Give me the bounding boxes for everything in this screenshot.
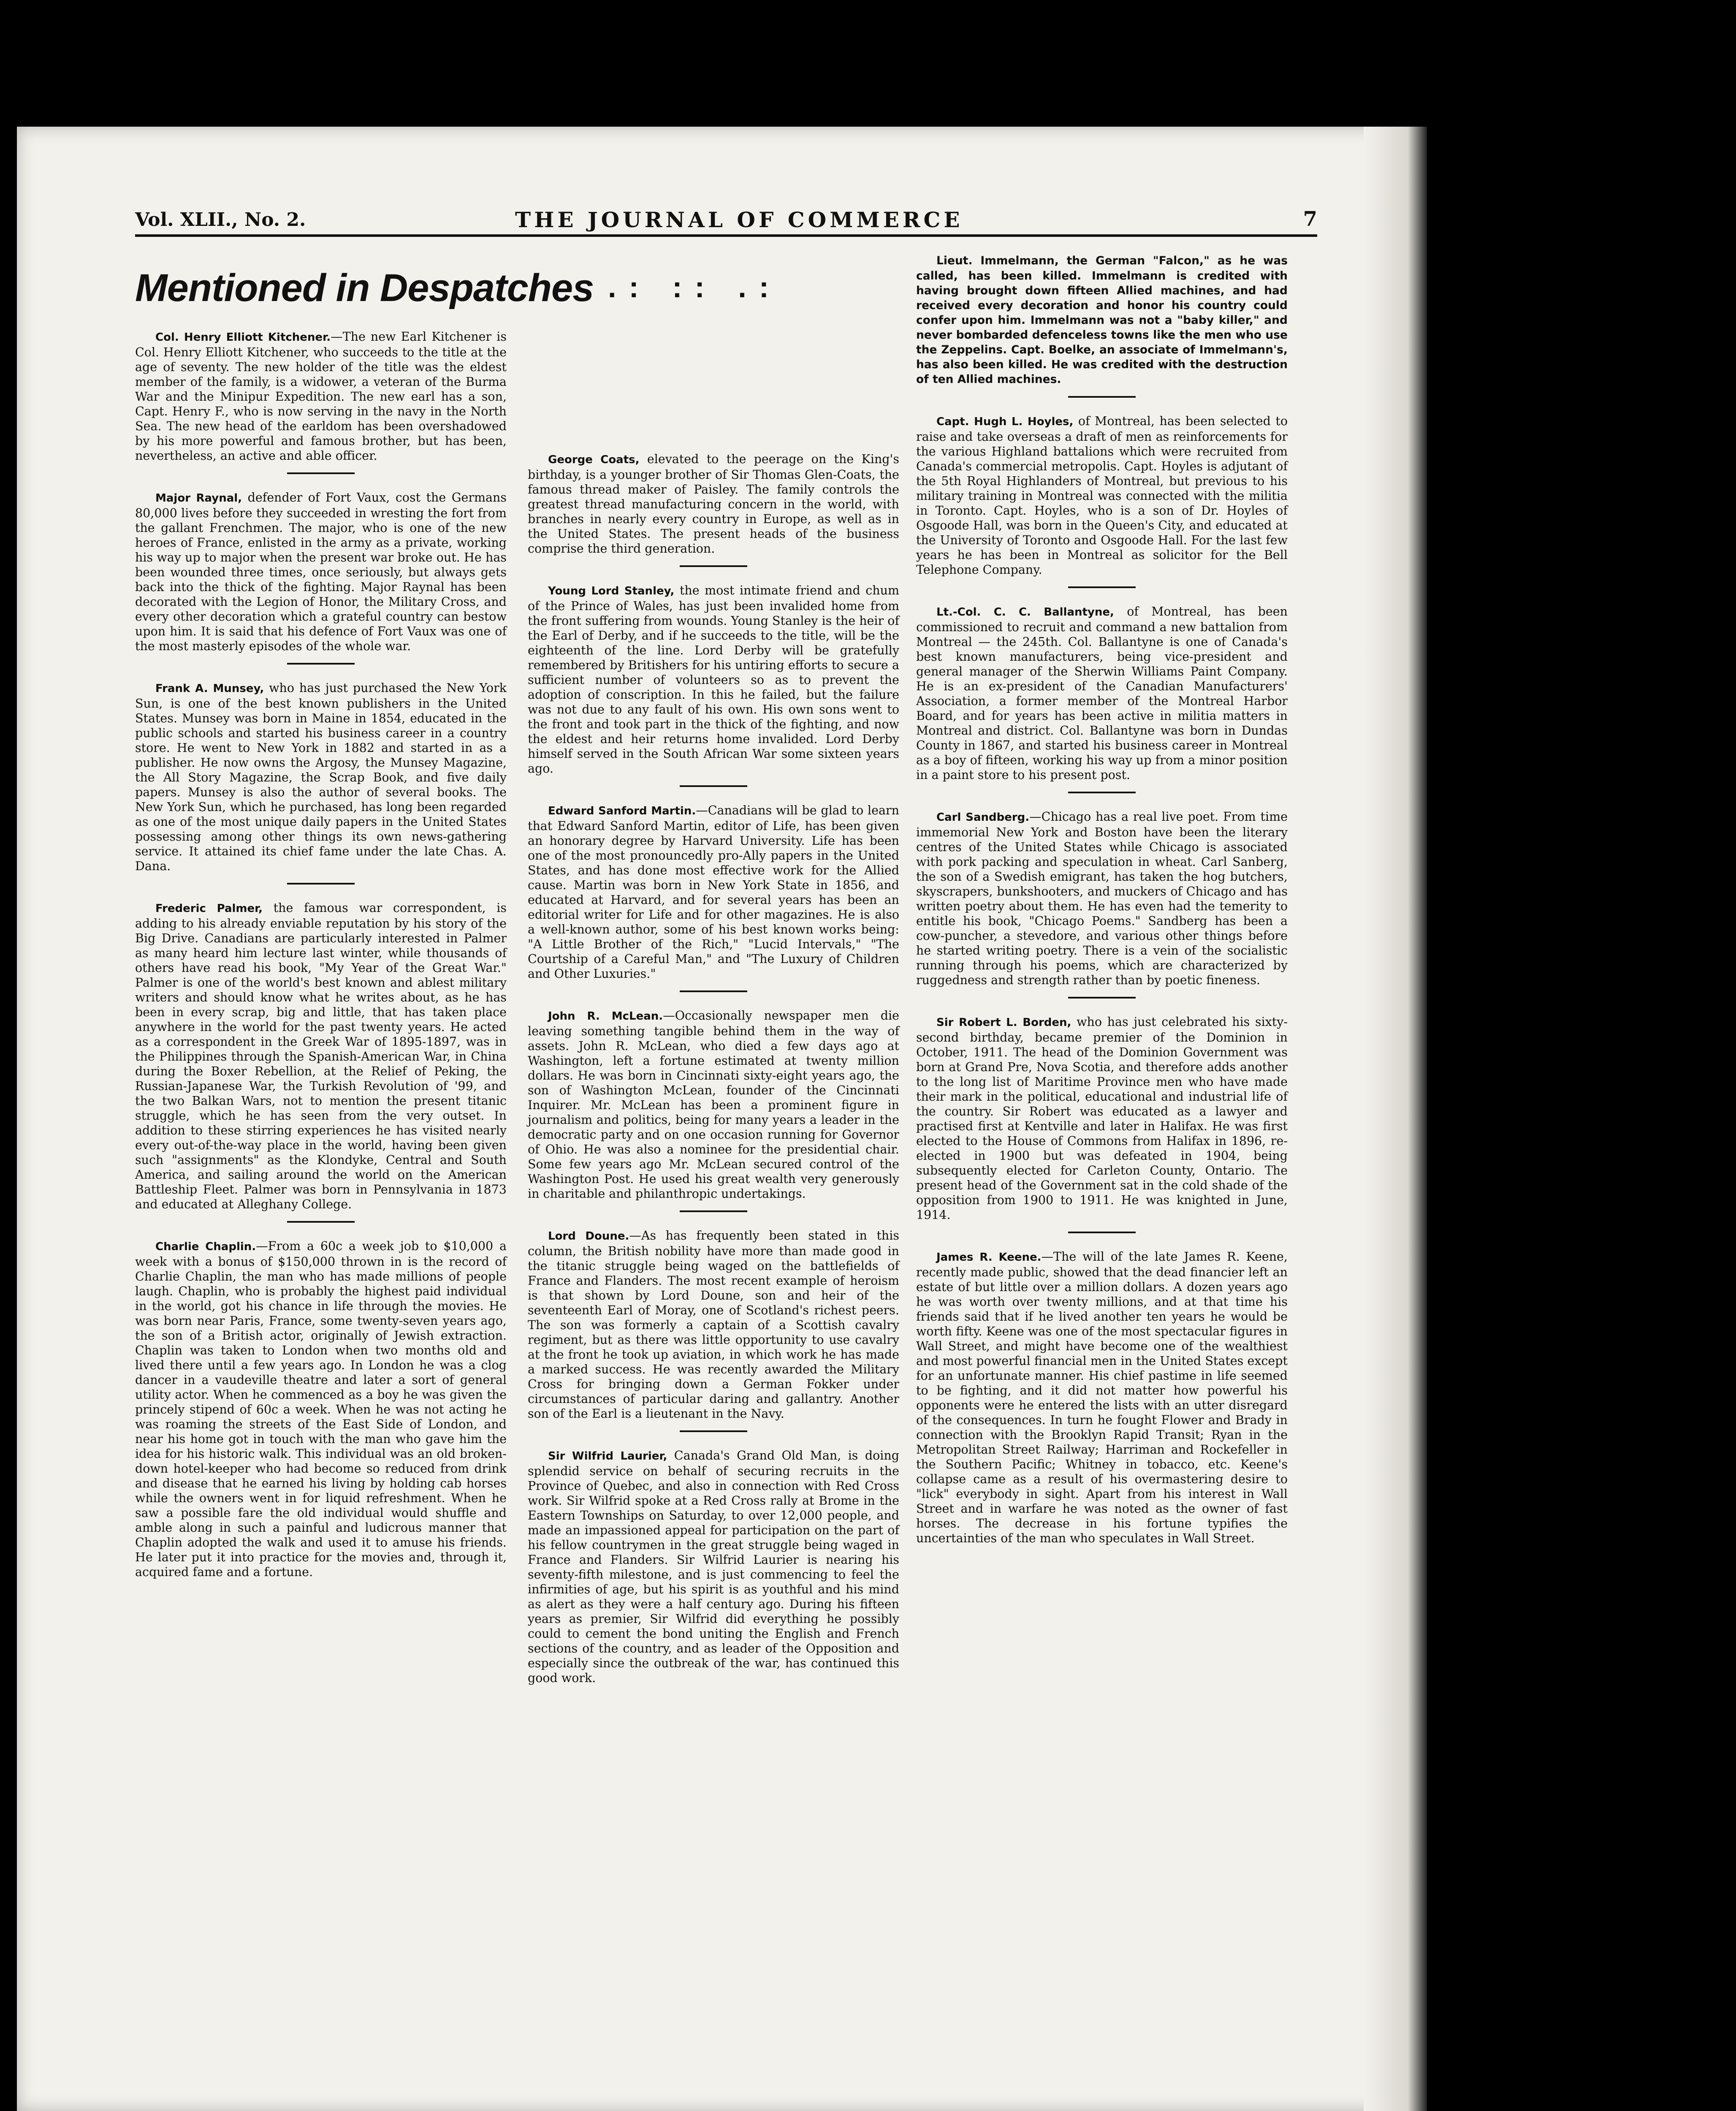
- article-text: —Chicago has a real live poet. From time immemorial New York and Boston have been the literary centres of the United States while Chicago is associated with pork packing and speculation in wheat. Carl Sanberg, the son of a Swedish emigrant, has taken the hog butchers, skyscrapers, bunkshooters, and muckers of Chicago and has written poetry about them. He has even had the temerity to entitle his book, "Chicago Poems." Sandberg has been a cow-puncher, a stevedore, and various other things before he started writing poetry. There is a vein of the socialistic running through his poems, which are characterized by ruggedness and strength rather than by poetic fineness.: [916, 810, 1288, 987]
- article-stanley: [528, 583, 899, 776]
- article-chaplin: [135, 1239, 507, 1579]
- article-name: Major Raynal,: [155, 492, 242, 505]
- article-text: —Canadians will be glad to learn that Edward Sanford Martin, editor of Life, has been given an honorary degree by Harvard University. Life has been one of the most pronouncedly pro-Ally papers in the United States, and has done most effective work for the Allied cause. Martin was born in New York State in 1856, and educated at Harvard, and for several years has been an editorial writer for Life and for other magazines. He is also a well-known author, some of his best known works being: "A Little Brother of the Rich," "Lucid Intervals," "The Courtship of a Careful Man," and "The Luxury of Children and Other Luxuries.": [528, 803, 899, 981]
- newspaper-page: [17, 127, 1406, 2111]
- article-munsey: [135, 681, 507, 874]
- article-name: Frank A. Munsey,: [155, 682, 264, 695]
- article-text: elevated to the peerage on the King's birthday, is a younger brother of Sir Thomas Glen-Coats, the famous thread maker of Paisley. The family controls the greatest thread manufacturing concern in the world, with branches in nearly every country in Europe, as well as in the United States. The present heads of the business comprise the third generation.: [528, 452, 900, 556]
- article-name: Frederic Palmer,: [155, 902, 263, 915]
- article-name: Young Lord Stanley,: [548, 585, 675, 597]
- column-2: [528, 452, 899, 1685]
- divider: [680, 565, 747, 567]
- article-text: —Occasionally newspaper men die leaving something tangible behind them in the way of assets. John R. McLean, who died a few days ago at Washington, left a fortune estimated at twenty million dollars. He was born in Cincinnati sixty-eight years ago, the son of Washington McLean, founder of the Cincinnati Inquirer. Mr. McLean has been a prominent figure in journalism and politics, being for many years a leader in the democratic party and on one occasion running for Governor of Ohio. He was also a nominee for the presidential chair. Some few years ago Mr. McLean secured control of the Washington Post. He used his great wealth very generously in charitable and philanthropic undertakings.: [528, 1009, 899, 1201]
- headline-ornament: .: :: .:: [608, 271, 782, 304]
- article-name: Capt. Hugh L. Hoyles,: [936, 415, 1074, 428]
- article-text: —As has frequently been stated in this column, the British nobility have more than made good in the titanic struggle being waged on the battlefields of France and Flanders. The most recent example of heroism is that shown by Lord Doune, son and heir of the seventeenth Earl of Moray, one of Scotland's richest peers. The son was formerly a captain of a Scottish cavalry regiment, but as there was little opportunity to use cavalry at the front he took up aviation, in which work he has made a marked success. He was recently awarded the Military Cross for bringing down a German Fokker under circumstances of particular daring and gallantry. Another son of the Earl is a lieutenant in the Navy.: [528, 1229, 899, 1421]
- journal-title: THE JOURNAL OF COMMERCE: [515, 207, 963, 232]
- article-text: Lieut. Immelmann, the German "Falcon," as he was called, has been killed. Immelmann is credited with having brought down fifteen Allied machines, and had received every decoration and honor his country could confer upon him. Immelmann was not a "baby killer," and never bombarded defenceless towns like the men who use the Zeppelins. Capt. Boelke, an associate of Immelmann's, has also been killed. He was credited with the destruction of ten Allied machines.: [916, 254, 1288, 386]
- article-ballantyne: [916, 604, 1288, 782]
- article-text: —The new Earl Kitchener is Col. Henry Elliott Kitchener, who succeeds to the title at the age of seventy. The new holder of the title was the eldest member of the family, is a widower, a veteran of the Burma War and the Minipur Expedition. The new earl has a son, Capt. Henry F., who is now serving in the navy in the North Sea. The new head of the earldom has been overshadowed by his more powerful and famous brother, but has been, nevertheless, an active and able officer.: [135, 330, 507, 463]
- article-keene: [916, 1249, 1288, 1546]
- article-text: who has just celebrated his sixty-second birthday, became premier of the Dominion in October, 1911. The head of the Dominion Government was born at Grand Pre, Nova Scotia, and therefore adds another to the long list of Maritime Province men who have made their mark in the political, educational and industrial life of the country. Sir Robert was educated as a lawyer and practised first at Kentville and later in Halifax. He was first elected to the House of Commons from Halifax in 1896, re-elected in 1900 but was defeated in 1904, being subsequently elected for Carleton County, Ontario. The present head of the Government sat in the cold shade of the opposition from 1900 to 1911. He was knighted in June, 1914.: [916, 1015, 1288, 1222]
- article-text: the most intimate friend and chum of the Prince of Wales, has just been invalided home from the front suffering from wounds. Young Stanley is the heir of the Earl of Derby, and if he succeeds to the title, will be the eighteenth of the line. Lord Derby will be gratefully remembered by Britishers for his untiring efforts to secure a sufficient number of volunteers so as to prevent the adoption of conscription. In this he failed, but the failure was not due to any fault of his own. His own sons went to the front and took part in the thick of the fighting, and now the eldest and heir returns home invalided. Lord Derby himself served in the South African War some sixteen years ago.: [528, 583, 899, 776]
- column-3: [916, 253, 1288, 1546]
- article-text: Canada's Grand Old Man, is doing splendid service on behalf of securing recruits in the Province of Quebec, and also in connection with Red Cross work. Sir Wilfrid spoke at a Red Cross rally at Brome in the Eastern Townships on Saturday, to over 12,000 people, and made an impassioned appeal for participation on the part of his fellow countrymen in the great struggle being waged in France and Flanders. Sir Wilfrid Laurier is nearing his seventy-fifth milestone, and is just commencing to feel the infirmities of age, but his spirit is as youthful and his mind as alert as they were a half century ago. During his fifteen years as premier, Sir Wilfrid did everything he possibly could to cement the bond uniting the English and French sections of the country, and as leader of the Opposition and especially since the outbreak of the war, has continued this good work.: [528, 1449, 899, 1685]
- article-text: who has just purchased the New York Sun, is one of the best known publishers in the United States. Munsey was born in Maine in 1854, educated in the public schools and started his business career in a country store. He went to New York in 1882 and started in as a publisher. He now owns the Argosy, the Munsey Magazine, the All Story Magazine, the Scrap Book, and five daily papers. Munsey is also the author of several books. The New York Sun, which he purchased, has long been regarded as one of the most unique daily papers in the United States possessing among other things its own news-gathering service. It attained its chief fame under the late Chas. A. Dana.: [135, 681, 507, 873]
- article-mclean: [528, 1008, 899, 1201]
- article-immelmann: [916, 253, 1288, 387]
- article-coats: [528, 452, 899, 556]
- divider: [1068, 396, 1136, 398]
- article-raynal: [135, 490, 507, 654]
- divider: [1068, 1232, 1136, 1233]
- divider: [287, 1221, 355, 1223]
- divider: [680, 785, 747, 787]
- divider: [1068, 586, 1136, 588]
- article-name: Carl Sandberg.: [936, 811, 1030, 824]
- article-martin: [528, 803, 899, 981]
- article-name: Col. Henry Elliott Kitchener.: [155, 331, 331, 344]
- article-text: the famous war correspondent, is adding to his already enviable reputation by his story of the Big Drive. Canadians are particularly interested in Palmer as many heard him lecture last winter, while thousands of others have read his book, "My Year of the Great War." Palmer is one of the world's best known and ablest military writers and should know what he writes about, as he has been in every scrap, big and little, that has taken place anywhere in the world for the past twenty years. He acted as a correspondent in the Greek War of 1895-1897, was in the Philippines through the Spanish-American War, in China during the Boxer Rebellion, at the Relief of Peking, the Russian-Japanese War, the Turkish Revolution of '99, and the two Balkan Wars, not to mention the present titanic struggle, which he has seen from the very outset. In addition to these stirring experiences he has visited nearly every out-of-the-way place in the world, having been given such "assignments" as the Klondyke, Central and South America, and sailing around the world on the American Battleship Fleet. Palmer was born in Pennsylvania in 1873 and educated at Alleghany College.: [135, 901, 507, 1211]
- article-name: Lt.-Col. C. C. Ballantyne,: [936, 606, 1114, 619]
- volume-number: Vol. XLII., No. 2.: [135, 209, 306, 231]
- article-palmer: [135, 901, 507, 1212]
- article-text: of Montreal, has been selected to raise and take overseas a draft of men as reinforcements for the various Highland battalions which were recruited from Canada's commercial metropolis. Capt. Hoyles is adjutant of the 5th Royal Highlanders of Montreal, but previous to his military training in Montreal was connected with the militia in Toronto. Capt. Hoyles, who is a son of Dr. Hoyles of Osgoode Hall, was born in the Queen's City, and educated at the University of Toronto and Osgoode Hall. For the last few years he has been in Montreal as solicitor for the Bell Telephone Company.: [916, 414, 1288, 577]
- article-name: John R. McLean.: [548, 1010, 663, 1023]
- article-text: —From a 60c a week job to $10,000 a week with a bonus of $150,000 thrown in is the record of Charlie Chaplin, the man who has made millions of people laugh. Chaplin, who is probably the highest paid individual in the world, got his chance in life through the movies. He was born near Paris, France, some twenty-seven years ago, the son of a British actor, originally of Jewish extraction. Chaplin was taken to London when two months old and lived there until a few years ago. In London he was a clog dancer in a vaudeville theatre and later a sort of general utility actor. When he commenced as a boy he was given the princely stipend of 60c a week. When he was not acting he was roaming the streets of the East Side of London, and near his home got in touch with the man who gave him the idea for his historic walk. This individual was an old broken-down hotel-keeper who had become so reduced from drink and disease that he earned his living by holding cab horses while the owners went in for liquid refreshment. When he saw a possible fare the old individual would shuffle and amble along in such a painful and ludicrous manner that Chaplin adopted the walk and used it to amuse his friends. He later put it into practice for the movies and, through it, acquired fame and a fortune.: [135, 1239, 507, 1579]
- article-text: —The will of the late James R. Keene, recently made public, showed that the dead financier left an estate of but little over a million dollars. A dozen years ago he was worth over twenty millions, and at that time his friends said that if he lived another ten years he would be worth fifty. Keene was one of the most spectacular figures in Wall Street, and might have become one of the wealthiest and most powerful financial men in the United States except for an unfortunate manner. His chief pastime in life seemed to be fighting, and it did not matter how powerful his opponents were he entered the lists with an utter disregard of the consequences. In turn he fought Flower and Brady in connection with the Brooklyn Rapid Transit; Ryan in the Metropolitan Street Railway; Harriman and Rockefeller in the Southern Pacific; Whitney in tobacco, etc. Keene's collapse came as a result of his overmastering desire to "lick" everybody in sight. Apart from his interest in Wall Street and in warfare he was noted as the owner of fast horses. The decrease in his fortune typifies the uncertainties of the man who speculates in Wall Street.: [916, 1250, 1288, 1545]
- article-laurier: [528, 1448, 899, 1685]
- divider: [1068, 792, 1136, 793]
- column-1: [135, 329, 507, 1579]
- page-number: 7: [1303, 207, 1317, 231]
- divider: [680, 1430, 747, 1432]
- divider: [1068, 997, 1136, 999]
- article-doune: [528, 1228, 899, 1421]
- section-headline: Mentioned in Despatches: [135, 266, 594, 309]
- article-name: Sir Wilfrid Laurier,: [548, 1450, 667, 1463]
- article-name: Edward Sanford Martin.: [548, 805, 696, 817]
- article-name: James R. Keene.: [936, 1251, 1042, 1264]
- article-name: Lord Doune.: [548, 1230, 629, 1243]
- divider: [287, 472, 355, 474]
- divider: [680, 990, 747, 992]
- article-name: Charlie Chaplin.: [155, 1240, 256, 1253]
- article-borden: [916, 1015, 1288, 1222]
- article-text: defender of Fort Vaux, cost the Germans 80,000 lives before they succeeded in wresting the fort from the gallant Frenchmen. The major, who is one of the new heroes of France, enlisted in the army as a private, working his way up to major when the present war broke out. He has been wounded three times, once seriously, but always gets back into the thick of the fighting. Major Raynal has been decorated with the Legion of Honor, the Military Cross, and every other decoration which a grateful country can bestow upon him. It is said that his defence of Fort Vaux was one of the most masterly episodes of the whole war.: [135, 491, 507, 653]
- page-edge-shadow: [1364, 127, 1427, 2111]
- article-name: Sir Robert L. Borden,: [936, 1016, 1071, 1029]
- divider: [287, 663, 355, 665]
- divider: [287, 883, 355, 885]
- article-sandberg: [916, 809, 1288, 988]
- page-header: [135, 209, 1317, 237]
- article-name: George Coats,: [548, 453, 640, 466]
- article-kitchener: [135, 329, 507, 463]
- divider: [680, 1210, 747, 1212]
- article-text: of Montreal, has been commissioned to recruit and command a new battalion from Montreal — the 245th. Col. Ballantyne is one of Canada's best known manufacturers, being vice-president and general manager of the Sherwin Williams Paint Company. He is an ex-president of the Canadian Manufacturers' Association, a former member of the Montreal Harbor Board, and for years has been active in militia matters in Montreal and district. Col. Ballantyne was born in Dundas County in 1867, and started his business career in Montreal as a boy of fifteen, working his way up from a minor position in a paint store to his present post.: [916, 605, 1288, 782]
- article-hoyles: [916, 414, 1288, 577]
